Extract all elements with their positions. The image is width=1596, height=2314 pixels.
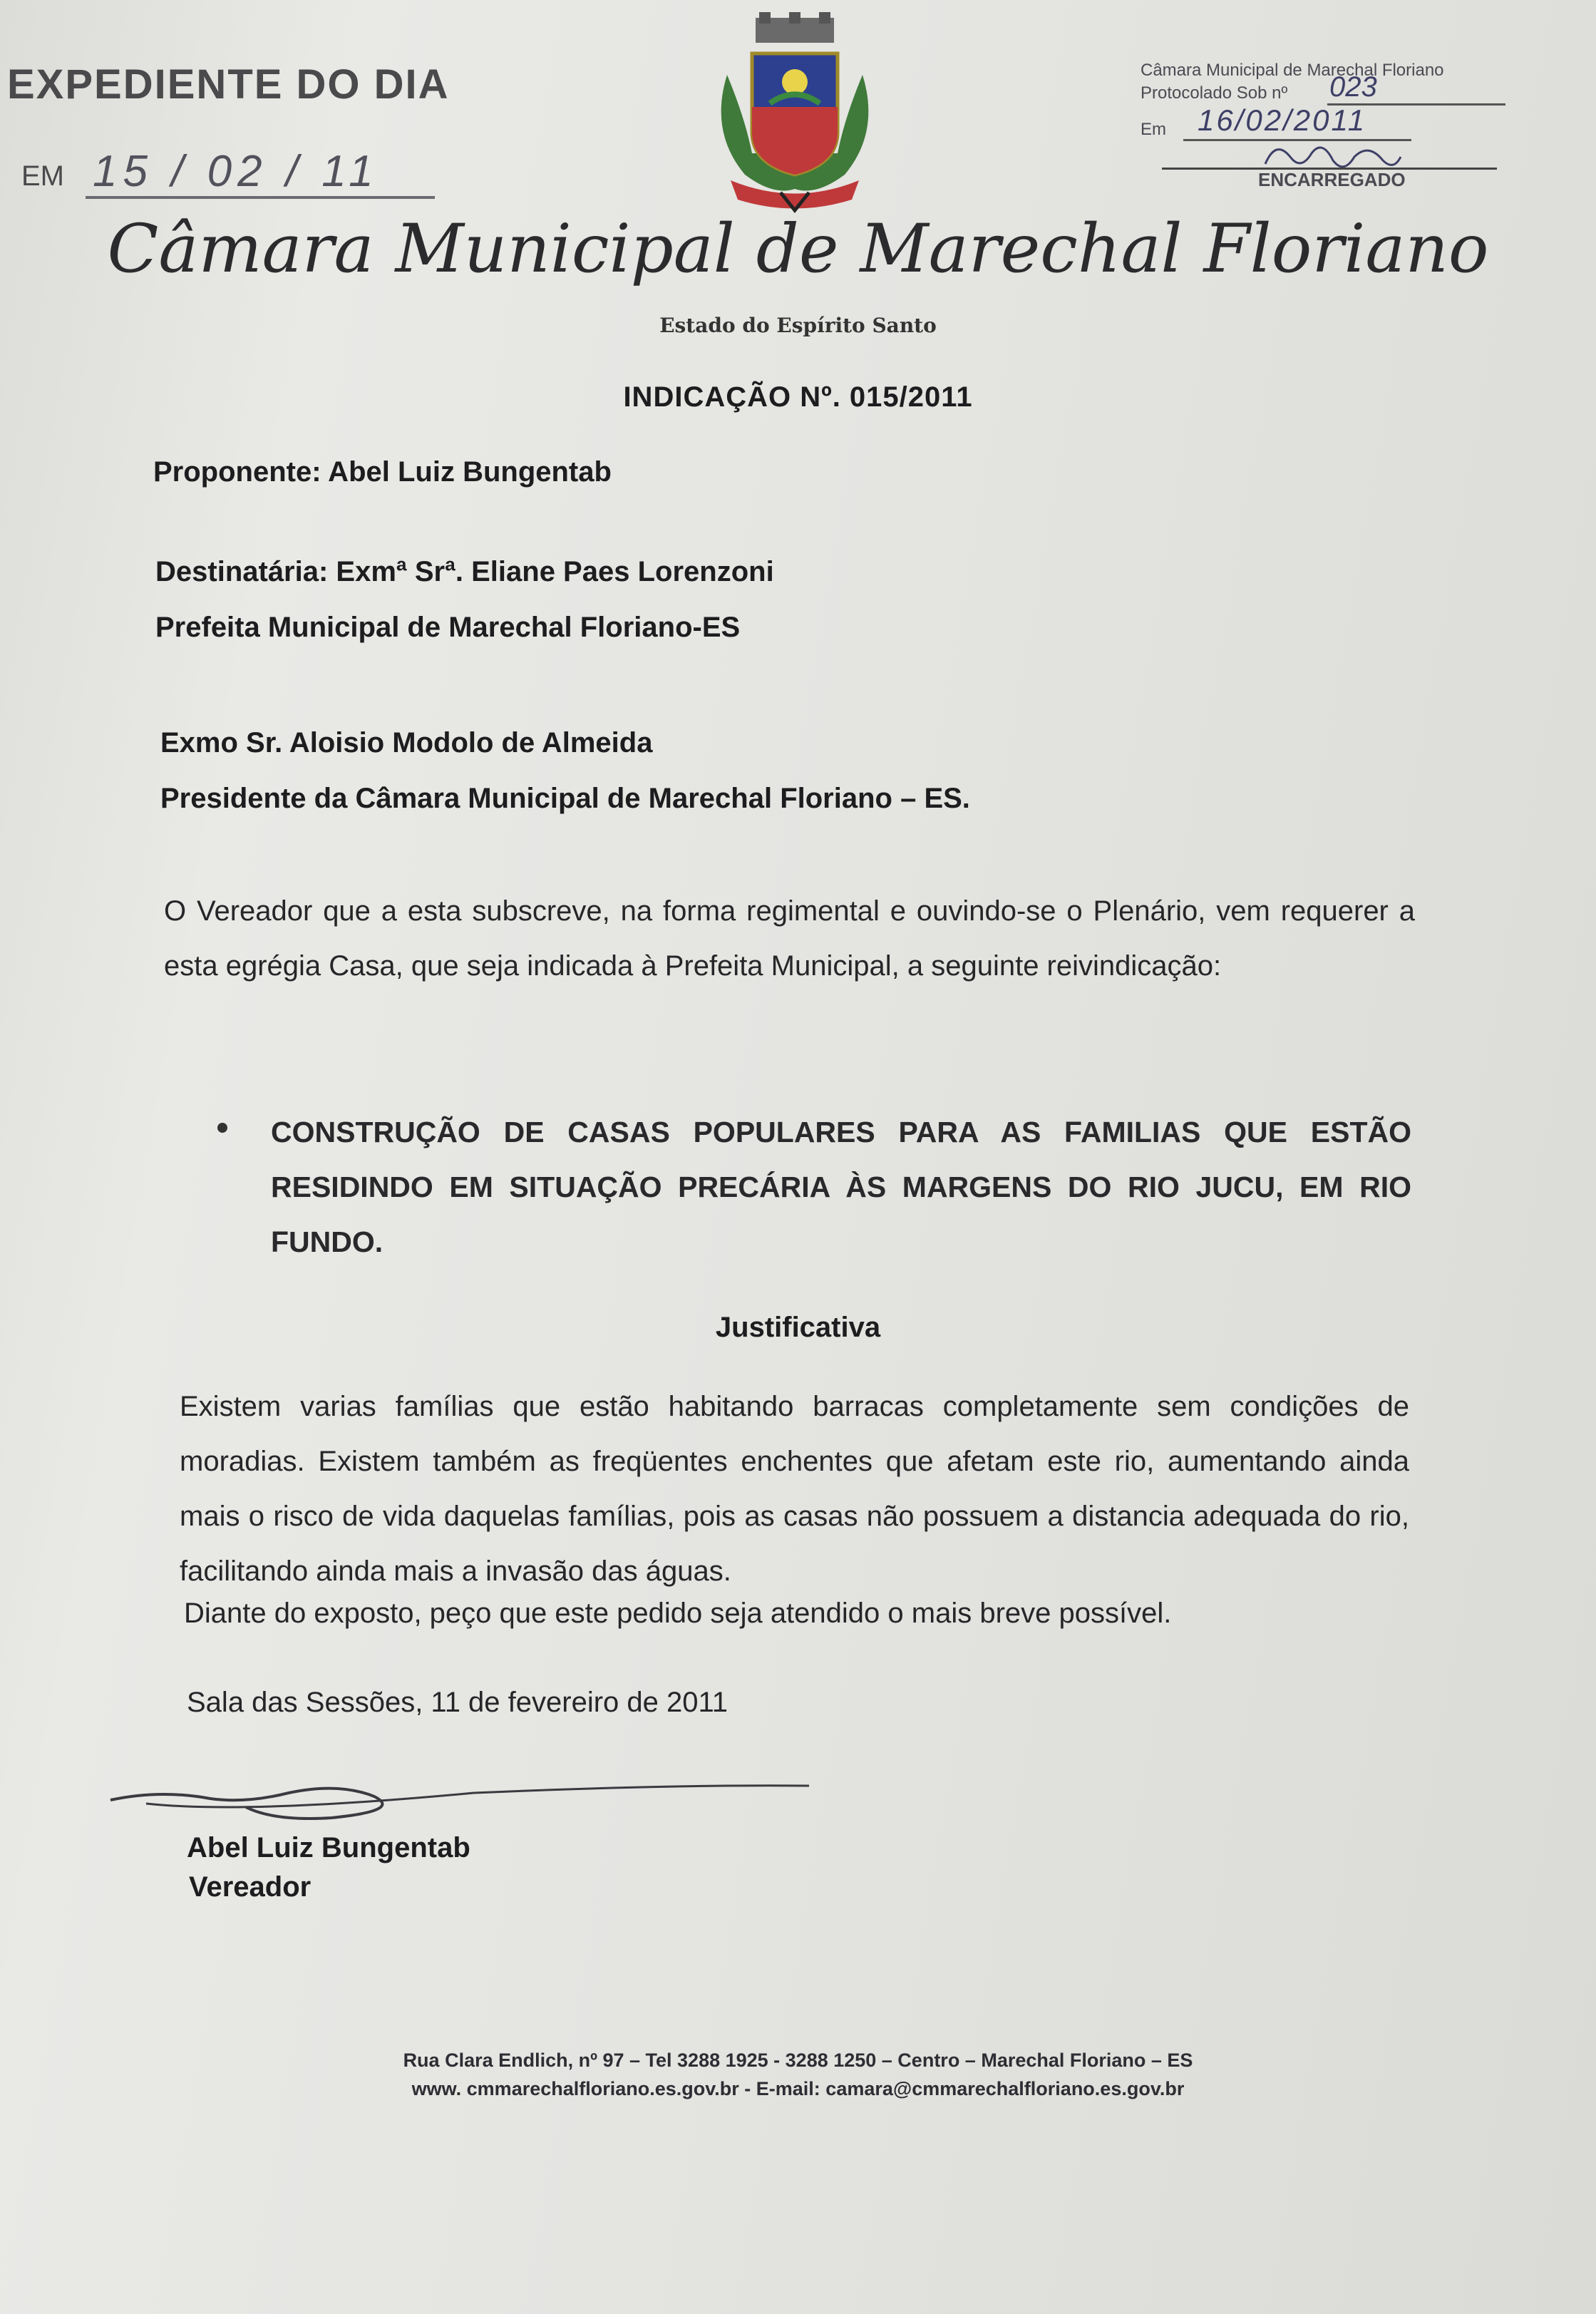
intro-paragraph: O Vereador que a esta subscreve, na forma regimental e ouvindo-se o Plenário, vem requerer a esta egrégia Casa, que seja indicada à Prefeita Municipal, a seguinte reivindicação:: [164, 895, 1415, 982]
protocol-em-label: Em: [1141, 120, 1166, 139]
closing-paragraph: Diante do exposto, peço que este pedido seja atendido o mais breve possível.: [184, 1598, 1172, 1629]
protocol-institution: Câmara Municipal de Marechal Floriano: [1141, 61, 1444, 80]
state-subtitle: Estado do Espírito Santo: [659, 314, 937, 337]
request-item: CONSTRUÇÃO DE CASAS POPULARES PARA AS FAMILIAS QUE ESTÃO RESIDINDO EM SITUAÇÃO PRECÁRIA ÀS MARGENS DO RIO JUCU, EM RIO FUNDO.: [271, 1116, 1411, 1258]
expediente-em-label: EM: [21, 160, 64, 192]
justification-title: Justificativa: [715, 1312, 881, 1343]
protocol-date: 16/02/2011: [1198, 103, 1367, 137]
protocol-label: Protocolado Sob nº: [1141, 83, 1288, 103]
signer-name: Abel Luiz Bungentab: [187, 1832, 470, 1863]
expediente-date-line: [86, 196, 435, 199]
protocol-stamp: [1141, 61, 1511, 203]
page-footer: [0, 2046, 1596, 2103]
place-date: Sala das Sessões, 11 de fevereiro de 2011: [187, 1687, 729, 1718]
protocol-number: 023: [1329, 71, 1377, 103]
institution-header: Câmara Municipal de Marechal Floriano: [107, 210, 1489, 288]
signature-icon: [103, 1779, 816, 1836]
footer-address: Rua Clara Endlich, nº 97 – Tel 3288 1925 - 3288 1250 – Centro – Marechal Floriano – ES: [403, 2050, 1193, 2071]
expediente-title: EXPEDIENTE DO DIA: [7, 61, 450, 108]
bullet-icon: [217, 1123, 227, 1133]
recipient-role: Prefeita Municipal de Marechal Floriano-ES: [155, 612, 741, 643]
president-role: Presidente da Câmara Municipal de Marechal Floriano – ES.: [160, 783, 970, 814]
recipient-name: Destinatária: Exmª Srª. Eliane Paes Lorenzoni: [155, 556, 774, 587]
expediente-stamp: [0, 61, 456, 217]
document-title: INDICAÇÃO Nº. 015/2011: [623, 381, 973, 413]
president-name: Exmo Sr. Aloisio Modolo de Almeida: [160, 727, 653, 759]
signer-role: Vereador: [189, 1871, 312, 1903]
footer-web: www. cmmarechalfloriano.es.gov.br - E-mail: camara@cmmarechalfloriano.es.gov.br: [411, 2078, 1185, 2099]
expediente-date: 15 / 02 / 11: [93, 147, 379, 196]
protocol-encarregado: ENCARREGADO: [1258, 169, 1406, 190]
municipal-coat-of-arms-icon: [702, 11, 887, 214]
proponent: Proponente: Abel Luiz Bungentab: [153, 456, 612, 488]
justification-paragraph: Existem varias famílias que estão habitando barracas completamente sem condições de moradias. Existem também as freqüentes enchentes que afetam este rio, aumentando ainda mais o risco de vida daquelas famílias, pois as casas não possuem a distancia adequada do rio, facilitando ainda mais a invasão das águas.: [180, 1391, 1409, 1587]
